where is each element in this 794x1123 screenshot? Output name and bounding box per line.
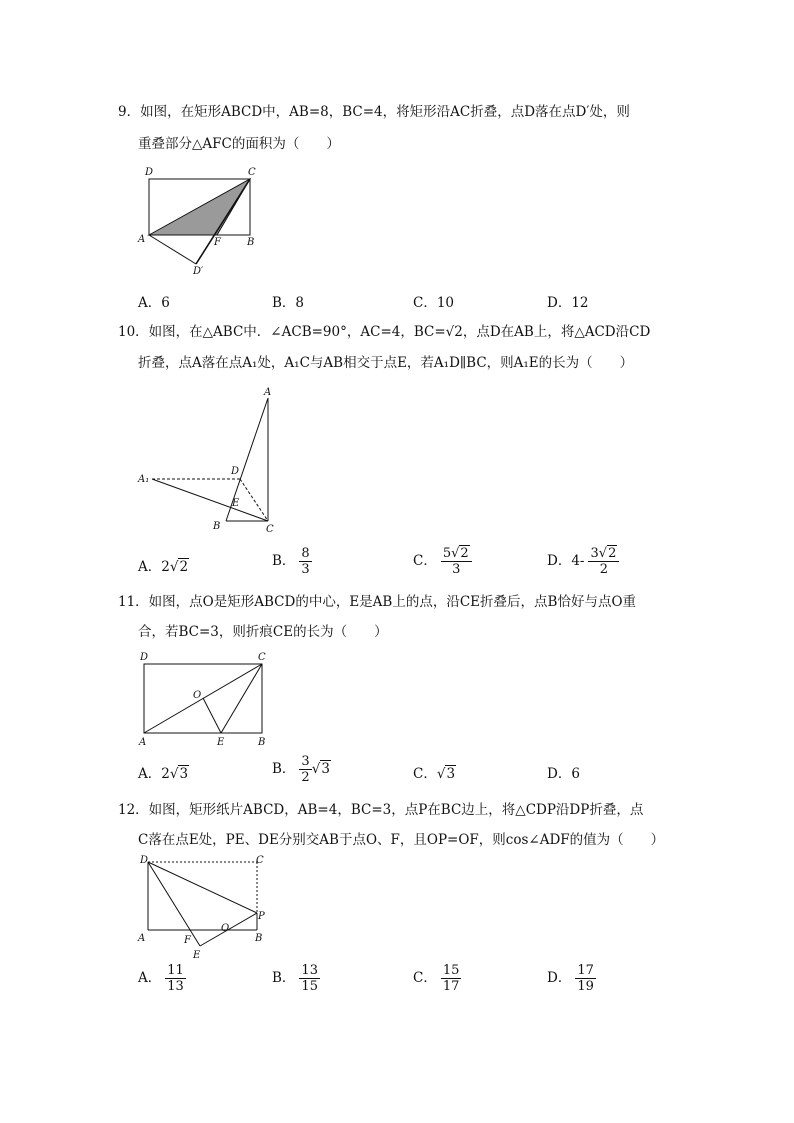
- q12-option-d: D． $\frac{17}{19}$: [547, 963, 594, 994]
- q12-label-d: D: [140, 855, 149, 866]
- q9-text-line2: 重叠部分△AFC的面积为（ ）: [138, 136, 340, 152]
- q10-label-d: D: [231, 466, 240, 477]
- q11-label-e: E: [217, 737, 225, 748]
- q9-label-f: F: [214, 237, 221, 248]
- q9-option-b: B．8: [272, 295, 305, 311]
- q12-label-b: B: [255, 933, 263, 944]
- q10-option-d: D．4- $\frac{3√2}{2}$: [547, 546, 619, 577]
- q10-option-a: A．2√2: [138, 559, 189, 575]
- q10-label-c: C: [266, 524, 274, 535]
- q12-label-a: A: [138, 933, 146, 944]
- q9-option-a: A．6: [138, 295, 170, 311]
- q12-option-a: A． $\frac{11}{13}$: [138, 963, 184, 994]
- q12-label-f: F: [184, 935, 191, 946]
- q11-label-a: A: [139, 737, 147, 748]
- q10-option-b: B． $\frac{8}{3}$: [272, 546, 310, 577]
- q12-label-p: P: [258, 911, 265, 922]
- q10-label-a: A: [264, 387, 272, 398]
- q9-label-dprime: D′: [193, 266, 204, 277]
- q11-label-d: D: [140, 652, 149, 663]
- q9-option-d: D．12: [547, 295, 589, 311]
- q11-option-a: A．2√3: [138, 766, 189, 782]
- q11-text-line2: 合，若BC=3，则折痕CE的长为（ ）: [138, 624, 388, 640]
- q12-text-line2: C落在点E处，PE、DE分别交AB于点O、F，且OP=OF，则cos∠ADF的值为（ ）: [138, 832, 665, 848]
- q12-label-o: O: [221, 923, 230, 934]
- q11-option-d: D．6: [547, 766, 580, 782]
- q9-text-line1: 9．如图，在矩形ABCD中，AB=8，BC=4，将矩形沿AC折叠，点D落在点D′处，则: [118, 104, 630, 120]
- q12-label-e: E: [193, 950, 201, 961]
- q9-label-c: C: [248, 167, 256, 178]
- q10-text-line1: 10．如图，在△ABC中．∠ACB=90°，AC=4，BC=√2，点D在AB上，将△ACD沿CD: [118, 324, 651, 340]
- q9-label-b: B: [247, 237, 255, 248]
- q10-text-line2: 折叠，点A落在点A₁处，A₁C与AB相交于点E，若A₁D∥BC，则A₁E的长为（ ）: [138, 355, 634, 371]
- q12-option-b: B． $\frac{13}{15}$: [272, 963, 318, 994]
- q9-label-d: D: [145, 167, 154, 178]
- q9-label-a: A: [138, 234, 146, 245]
- q10-label-e: E: [232, 498, 240, 509]
- q11-option-b: B． $\frac{3}{2}$ √3: [272, 754, 330, 785]
- q11-label-c: C: [258, 652, 266, 663]
- q9-option-c: C．10: [413, 295, 455, 311]
- q11-option-c: C．√3: [413, 766, 456, 782]
- q11-label-o: O: [193, 690, 202, 701]
- q11-label-b: B: [258, 737, 266, 748]
- q10-label-b: B: [213, 521, 221, 532]
- q12-label-c: C: [256, 855, 264, 866]
- q12-text-line1: 12．如图，矩形纸片ABCD，AB=4，BC=3，点P在BC边上，将△CDP沿DP折叠，点: [118, 802, 644, 818]
- q11-text-line1: 11．如图，点O是矩形ABCD的中心，E是AB上的点，沿CE折叠后，点B恰好与点O重: [118, 594, 637, 610]
- q12-option-c: C． $\frac{15}{17}$: [413, 963, 460, 994]
- q10-label-a1: A₁: [138, 474, 150, 485]
- q10-option-c: C． $\frac{5√2}{3}$: [413, 546, 472, 577]
